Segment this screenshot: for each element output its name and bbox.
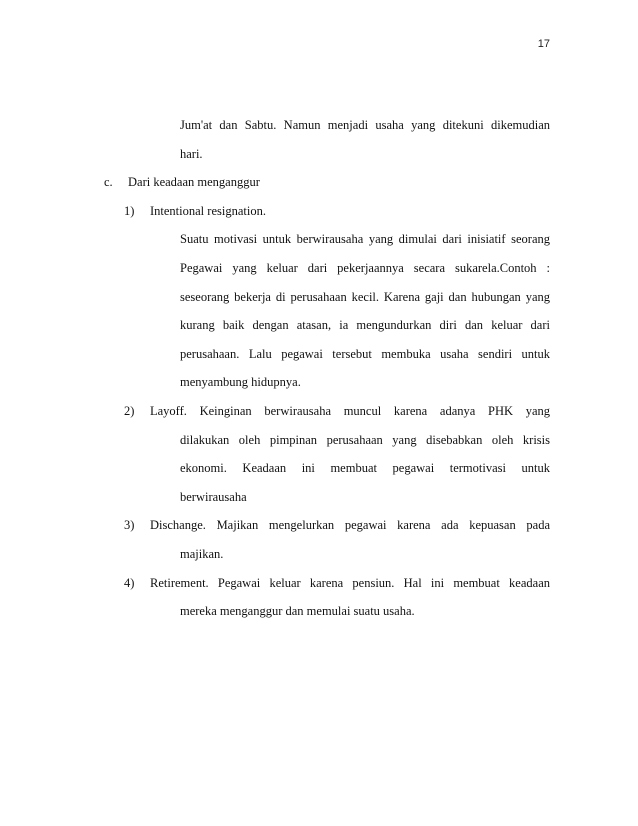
list-marker: 3): [124, 518, 135, 533]
list-item-heading: [124, 402, 550, 431]
section-title: Dari keadaan menganggur: [128, 175, 260, 190]
list-item-line: menyambung hidupnya.: [180, 375, 301, 390]
list-marker: 1): [124, 203, 135, 218]
list-item-heading: [124, 574, 550, 603]
list-item-heading: [124, 516, 550, 545]
list-item-line: mereka menganggur dan memulai suatu usaha.: [180, 604, 415, 619]
list-item-line: dilakukan oleh pimpinan perusahaan yang disebabkan oleh krisis: [180, 432, 550, 447]
continuation-line: Jum'at dan Sabtu. Namun menjadi usaha yang ditekuni dikemudian: [180, 118, 550, 132]
document-body: [104, 116, 550, 631]
list-item-line: ekonomi. Keadaan ini membuat pegawai termotivasi untuk: [180, 461, 550, 476]
section-marker: c.: [104, 175, 113, 190]
continuation-line: hari.: [180, 146, 203, 161]
list-marker: 2): [124, 403, 135, 418]
list-item-line: berwirausaha: [180, 489, 247, 504]
list-item-text: Layoff. Keinginan berwirausaha muncul karena adanya PHK yang: [150, 403, 550, 418]
list-item-title: Intentional resignation.: [150, 203, 266, 218]
list-item-heading: [124, 202, 550, 231]
list-item-text: Retirement. Pegawai keluar karena pensiun. Hal ini membuat keadaan: [150, 575, 550, 590]
list-item-line: seseorang bekerja di perusahaan kecil. Karena gaji dan hubungan yang: [180, 289, 550, 304]
list-item-line: perusahaan. Lalu pegawai tersebut membuka usaha sendiri untuk: [180, 346, 550, 361]
page-number: 17: [537, 38, 550, 50]
list-item-line: Suatu motivasi untuk berwirausaha yang dimulai dari inisiatif seorang: [180, 232, 550, 247]
list-marker: 4): [124, 575, 135, 590]
list-item-text: Dischange. Majikan mengelurkan pegawai karena ada kepuasan pada: [150, 518, 550, 533]
list-item-line: kurang baik dengan atasan, ia mengundurkan diri dan keluar dari: [180, 318, 550, 333]
section-heading: [104, 173, 550, 202]
list-item-line: majikan.: [180, 546, 224, 561]
list-item-line: Pegawai yang keluar dari pekerjaannya secara sukarela.Contoh :: [180, 260, 550, 275]
